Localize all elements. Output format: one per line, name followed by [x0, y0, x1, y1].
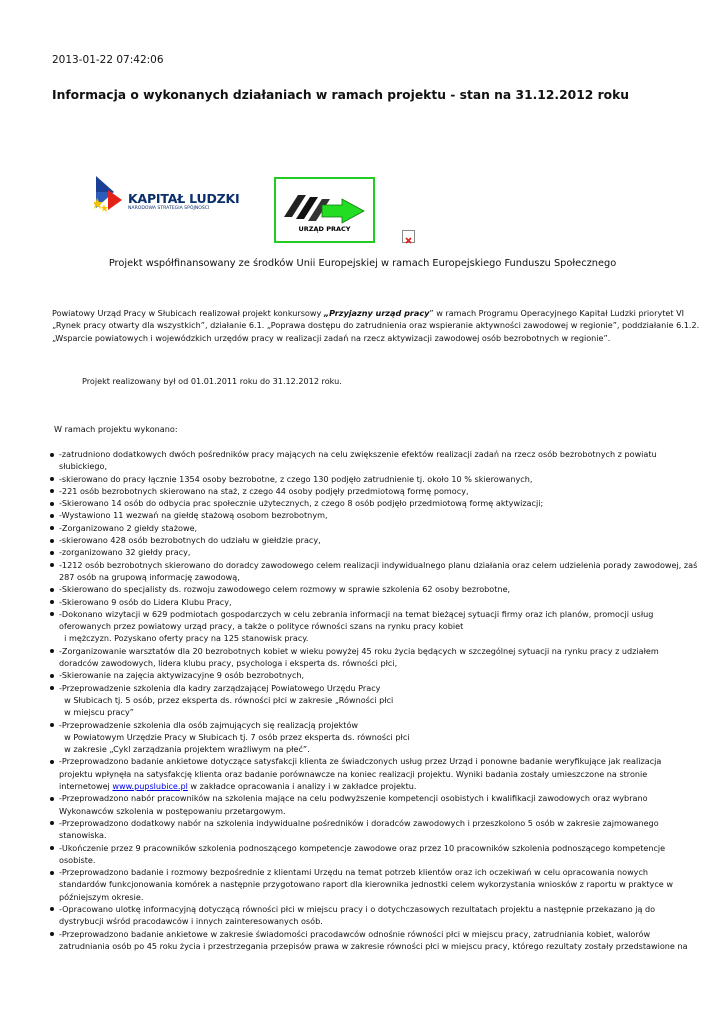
list-item: -Wystawiono 11 wezwań na giełdę stażową osobom bezrobotnym, [49, 509, 673, 521]
kapital-ludzki-emblem-icon [94, 174, 124, 218]
list-item: -Przeprowadzono badanie ankietowe dotyczące satysfakcji klienta ze świadczonych usług przez Urząd i ponowne badanie weryfikujące jak realizacja projektu wpłynęła na satysfakcję klienta oraz badanie porównawcze na koniec realizacji projektu. Wyniki badania zostały umieszczone na stronie internetowej www.pupslubice.pl w zakładce opracowania i analizy i w zakładce projektu. [49, 755, 673, 792]
list-item: -Przeprowadzono nabór pracowników na szkolenia mające na celu podwyższenie kompetencji osobistych i kwalifikacji zawodowych oraz wybrano Wykonawców szkolenia w postępowaniu przetargowym. [49, 792, 673, 817]
list-item: -Ukończenie przez 9 pracowników szkolenia podnoszącego kompetencje zawodowe oraz przez 10 pracowników szkolenia podnoszącego kompetencje osobiste. [49, 842, 673, 867]
list-item: -Skierowano do specjalisty ds. rozwoju zawodowego celem rozmowy w sprawie szkolenia 62 osoby bezrobotne, [49, 583, 673, 595]
urzad-pracy-logo [274, 177, 375, 243]
list-item: -zatrudniono dodatkowych dwóch pośredników pracy mających na celu zwiększenie efektów realizacji zadań na rzecz osób bezrobotnych z powiatu słubickiego, [49, 448, 673, 473]
list-item: -Opracowano ulotkę informacyjną dotyczącą równości płci w miejscu pracy i o dotychczasowych rezultatach projektu a następnie przekazano ją do dystrybucji wśród pracodawców i innych zainteresowanych osób. [49, 903, 673, 928]
pupslubice-link[interactable]: www.pupslubice.pl [112, 781, 188, 792]
broken-image-icon [402, 230, 415, 243]
list-item: -Przeprowadzono badanie i rozmowy bezpośrednie z klientami Urzędu na temat potrzeb klientów oraz ich oczekiwań w celu opracowania nowych standardów funkcjonowania komórek a następnie przygotowano raport dla kierownika jednostki celem wykorzystania wniosków z raportu w praktyce w późniejszym okresie. [49, 866, 673, 903]
list-item: -zorganizowano 32 giełdy pracy, [49, 546, 673, 558]
page-title: Informacja o wykonanych działaniach w ramach projektu - stan na 31.12.2012 roku [52, 88, 630, 102]
kapital-ludzki-name: KAPITAŁ LUDZKI [128, 191, 240, 206]
list-item: -1212 osób bezrobotnych skierowano do doradcy zawodowego celem realizacji indywidualnego planu działania oraz celem udzielenia porady zawodowej, zaś 287 osób na grupową informację zawodową, [49, 559, 673, 584]
list-item: -Skierowano 14 osób do odbycia prac społecznie użytecznych, z czego 8 osób podjęło przedmiotową formę aktywizacji; [49, 497, 673, 509]
kapital-ludzki-subtitle: NARODOWA STRATEGIA SPÓJNOŚCI [128, 206, 210, 211]
project-period: Projekt realizowany był od 01.01.2011 roku do 31.12.2012 roku. [82, 376, 342, 386]
section-label: W ramach projektu wykonano: [54, 424, 178, 434]
timestamp: 2013-01-22 07:42:06 [52, 54, 164, 66]
list-item: -skierowano 428 osób bezrobotnych do udziału w giełdzie pracy, [49, 534, 673, 546]
activities-list [49, 448, 698, 952]
list-item: -221 osób bezrobotnych skierowano na staż, z czego 44 osoby podjęły przedmiotową formę pomocy, [49, 485, 673, 497]
list-item: -Skierowanie na zajęcia aktywizacyjne 9 osób bezrobotnych, [49, 669, 673, 681]
list-item: -Przeprowadzenie szkolenia dla kadry zarządzającej Powiatowego Urzędu Pracy w Słubicach tj. 5 osób, przez eksperta ds. równości płci w zakresie „Równości płci w miejscu pracy” [49, 682, 673, 719]
list-item: -Zorganizowanie warsztatów dla 20 bezrobotnych kobiet w wieku powyżej 45 roku życia będących w szczególnej sytuacji na rynku pracy z udziałem doradców zawodowych, lidera klubu pracy, psychologa i eksperta ds. równości płci, [49, 645, 673, 670]
kapital-ludzki-logo [94, 174, 240, 218]
list-item: -skierowano do pracy łącznie 1354 osoby bezrobotne, z czego 130 podjęło zatrudnienie tj. około 10 % skierowanych, [49, 473, 673, 485]
project-name: „Przyjazny urząd pracy [323, 308, 430, 318]
list-item: -Dokonano wizytacji w 629 podmiotach gospodarczych w celu zebrania informacji na temat bieżącej sytuacji firmy oraz ich planów, promocji usług oferowanych przez powiatowy urząd pracy, a także o polityce równości szans na rynku pracy kobiet i mężczyzn. Pozyskano oferty pracy na 125 stanowisk pracy. [49, 608, 673, 645]
list-item: -Zorganizowano 2 giełdy stażowe, [49, 522, 673, 534]
cofinancing-note: Projekt współfinansowany ze środków Unii Europejskiej w ramach Europejskiego Funduszu Społecznego [108, 258, 617, 269]
urzad-pracy-name: URZĄD PRACY [298, 225, 351, 233]
intro-paragraph: Powiatowy Urząd Pracy w Słubicach realizował projekt konkursowy „Przyjazny urząd pracy” w ramach Programu Operacyjnego Kapitał Ludzki priorytet VI „Rynek pracy otwarty dla wszystkich”, działanie 6.1. „Poprawa dostępu do zatrudnienia oraz wspieranie aktywności zawodowej w regionie”, poddziałanie 6.1.2. „Wsparcie powiatowych i wojewódzkich urzędów pracy w realizacji zadań na rzecz aktywizacji zawodowej osób bezrobotnych w regionie”. [52, 308, 700, 343]
list-item: -Skierowano 9 osób do Lidera Klubu Pracy, [49, 596, 673, 608]
list-item: -Przeprowadzono dodatkowy nabór na szkolenia indywidualne pośredników i doradców zawodowych i przeszkolono 5 osób w zakresie zajmowanego stanowiska. [49, 817, 673, 842]
list-item: -Przeprowadzenie szkolenia dla osób zajmujących się realizacją projektów w Powiatowym Urzędzie Pracy w Słubicach tj. 7 osób przez eksperta ds. równości płci w zakresie „Cykl zarządzania projektem wrażliwym na płeć”. [49, 719, 673, 756]
list-item: -Przeprowadzono badanie ankietowe w zakresie świadomości pracodawców odnośnie równości płci w miejscu pracy, zatrudniania kobiet, walorów zatrudniania osób po 45 roku życia i przestrzegania przepisów prawa w zakresie równości płci w miejscu pracy, którego rezultaty zostały przedstawione na [49, 928, 673, 953]
